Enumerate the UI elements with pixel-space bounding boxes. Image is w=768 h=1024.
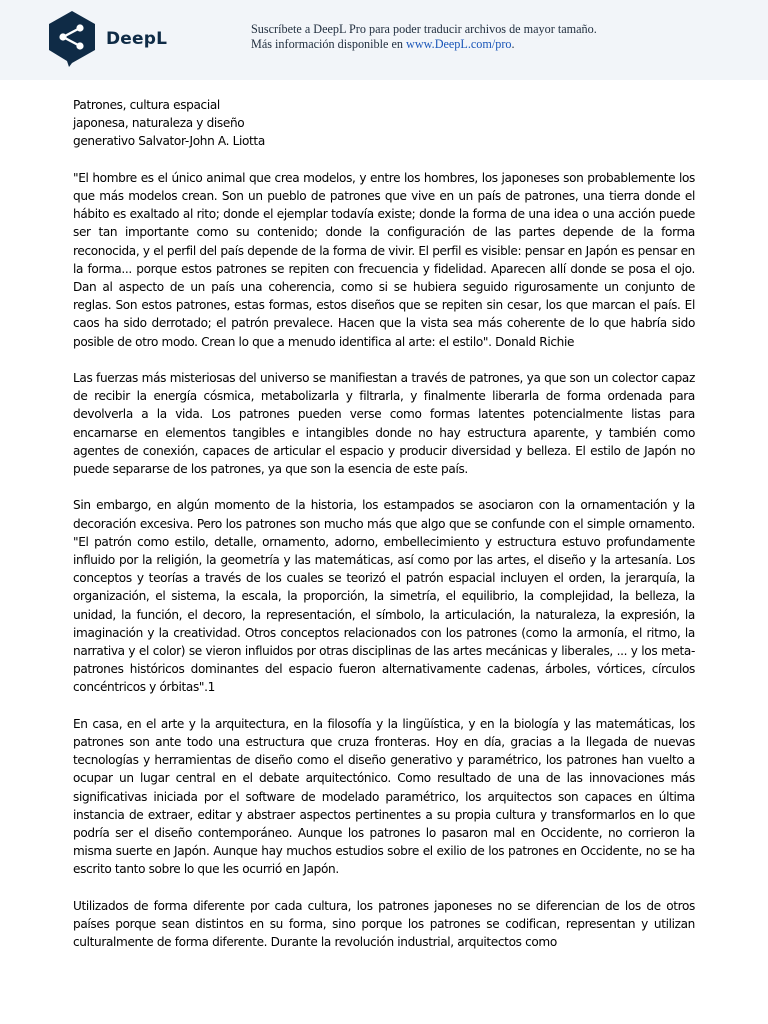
title-line: Patrones, cultura espacial	[73, 98, 220, 112]
deepl-logo-icon	[47, 10, 97, 68]
deepl-logo-text: DeepL	[106, 29, 168, 49]
title-line: japonesa, naturaleza y diseño	[73, 116, 245, 131]
document-title	[73, 96, 695, 151]
paragraph: Las fuerzas más misteriosas del universo se manifiestan a través de patrones, ya que son un colector capaz de recibir la energía cósmica, metabolizarla y filtrarla, y finalmente liberarla de forma ordenada para devolverla a la vida. Los patrones pueden verse como formas latentes potencialmente listas para encarnarse en elementos tangibles e intangibles donde no hay estructura aparente, y también como agentes de conexión, capaces de articular el espacio y producir diversidad y belleza. El estilo de Japón no puede separarse de los patrones, ya que son la esencia de este país.	[73, 371, 695, 477]
paragraph: Sin embargo, en algún momento de la historia, los estampados se asociaron con la ornamentación y la decoración excesiva. Pero los patrones son mucho más que algo que se confunde con el simple ornamento. "El patrón como estilo, detalle, ornamento, adorno, embellecimiento y estructura estuvo profundamente influido por la religión, la geometría y las matemáticas, así como por las artes, el diseño y la artesanía. Los conceptos y teorías a través de los cuales se teorizó el patrón espacial incluyen el orden, la jerarquía, la organización, el sistema, la escala, la proporción, la simetría, el equilibrio, la complejidad, la belleza, la unidad, la función, el decoro, la representación, el símbolo, la articulación, la naturaleza, la expresión, la imaginación y la creatividad. Otros conceptos relacionados con los patrones (como la armonía, el ritmo, la narrativa y el color) se vieron influidos por otras disciplinas de las artes mecánicas y liberales, ... y los meta-patrones históricos dominantes del espacio fueron alternativamente cadenas, árboles, vórtices, círculos concéntricos y órbitas".1	[73, 498, 695, 695]
promo-text	[251, 22, 597, 52]
promo-line-2-suffix: .	[511, 37, 515, 51]
paragraph: En casa, en el arte y la arquitectura, en la filosofía y la lingüística, y en la biología y las matemáticas, los patrones son ante todo una estructura que cruza fronteras. Hoy en día, gracias a la llegada de nuevas tecnologías y herramientas de diseño como el diseño generativo y paramétrico, los patrones han vuelto a ocupar un lugar central en el debate arquitectónico. Como resultado de una de las innovaciones más significativas iniciada por el software de modelado paramétrico, los arquitectos son capaces en última instancia de extraer, editar y abstraer aspectos pertinentes a su propia cultura y transformarlos en lo que podría ser el diseño contemporáneo. Aunque los patrones lo pasaron mal en Occidente, no corrieron la misma suerte en Japón. Aunque hay muchos estudios sobre el exilio de los patrones en Occidente, no se ha escrito tanto sobre lo que les ocurrió en Japón.	[73, 716, 695, 877]
deepl-logo[interactable]	[47, 10, 167, 68]
paragraph: "El hombre es el único animal que crea modelos, y entre los hombres, los japoneses son probablemente los que más modelos crean. Son un pueblo de patrones que vive en un país de patrones, una tierra donde el hábito es exaltado al rito; donde el ejemplar todavía existe; donde la forma de una idea o una acción puede ser tan importante como su contenido; donde la configuración de las partes depende de la forma reconocida, y el perfil del país depende de la forma de vivir. El perfil es visible: pensar en Japón es pensar en la forma... porque estos patrones se repiten con frecuencia y fidelidad. Aparecen allí donde se posa el ojo. Dan al aspecto de un país una coherencia, como si se hubiera seguido rigurosamente un conjunto de reglas. Son estos patrones, estas formas, estos diseños que se repiten sin cesar, los que marcan el país. El caos ha sido derrotado; el patrón prevalece. Hacen que la vista sea más coherente de lo que habría sido posible de otro modo. Crean lo que a menudo identifica al arte: el estilo". Donald Richie	[73, 170, 695, 349]
deepl-banner	[0, 0, 768, 80]
document-body	[73, 96, 695, 951]
title-line: generativo Salvator-John A. Liotta	[73, 134, 265, 149]
promo-line-1: Suscríbete a DeepL Pro para poder traducir archivos de mayor tamaño.	[251, 22, 597, 36]
promo-line-2	[251, 37, 597, 52]
promo-line-2-prefix: Más información disponible en	[251, 37, 407, 51]
deepl-pro-link[interactable]: www.DeepL.com/pro	[406, 37, 512, 51]
paragraph: Utilizados de forma diferente por cada cultura, los patrones japoneses no se diferencian de los de otros países porque sean distintos en su forma, sino porque los patrones se codifican, representan y utilizan culturalmente de forma diferente. Durante la revolución industrial, arquitectos como	[73, 898, 695, 950]
